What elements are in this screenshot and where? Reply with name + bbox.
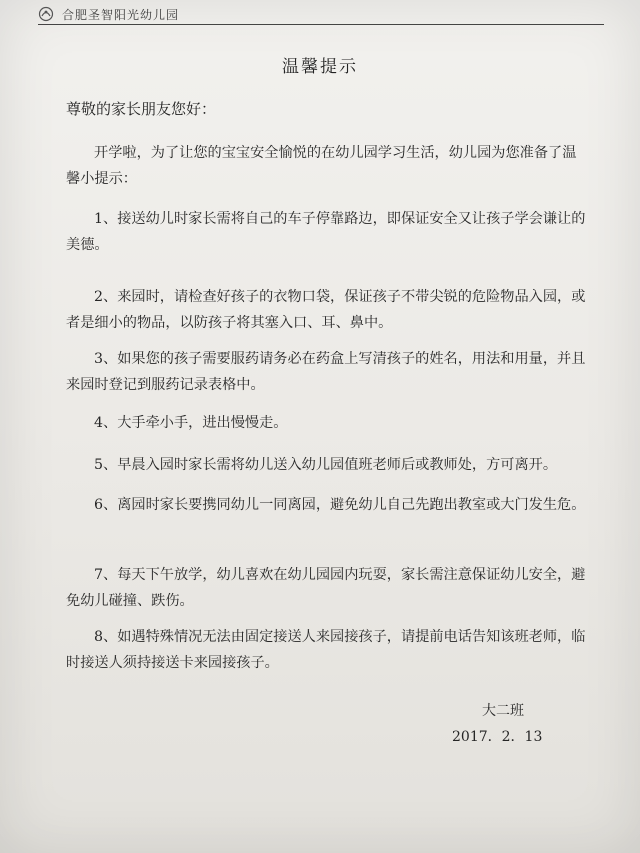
tip-item-7: 7、每天下午放学，幼儿喜欢在幼儿园园内玩耍，家长需注意保证幼儿安全，避免幼儿碰撞、跌伤。	[66, 567, 586, 609]
tip-item-1: 1、接送幼儿时家长需将自己的车子停靠路边，即保证安全又让孩子学会谦让的美德。	[66, 211, 586, 253]
tip-item-3: 3、如果您的孩子需要服药请务必在药盒上写清孩子的姓名，用法和用量，并且来园时登记到服药记录表格中。	[66, 351, 586, 393]
greeting: 尊敬的家长朋友您好：	[66, 100, 217, 118]
notice-title: 温馨提示	[282, 57, 358, 77]
tip-item-5: 5、早晨入园时家长需将幼儿送入幼儿园值班老师后或教师处，方可离开。	[94, 457, 558, 473]
kindergarten-logo-icon	[38, 6, 54, 22]
tip-item-8: 8、如遇特殊情况无法由固定接送人来园接孩子，请提前电话告知该班老师，临时接送人须持接送卡来园接孩子。	[66, 629, 586, 671]
class-signature: 大二班	[482, 703, 524, 719]
tip-item-4: 4、大手牵小手，进出慢慢走。	[94, 415, 288, 431]
intro-paragraph: 开学啦，为了让您的宝宝安全愉悦的在幼儿园学习生活，幼儿园为您准备了温馨小提示：	[66, 145, 577, 187]
tip-item-6: 6、离园时家长要携同幼儿一同离园，避免幼儿自己先跑出教室或大门发生危。	[94, 497, 586, 513]
tip-item-2: 2、来园时，请检查好孩子的衣物口袋，保证孩子不带尖锐的危险物品入园，或者是细小的物品，以防孩子将其塞入口、耳、鼻中。	[66, 289, 586, 331]
school-name: 合肥圣智阳光幼儿园	[62, 8, 180, 22]
header-divider	[38, 24, 604, 25]
notice-date: 2017．2．13	[452, 729, 543, 745]
